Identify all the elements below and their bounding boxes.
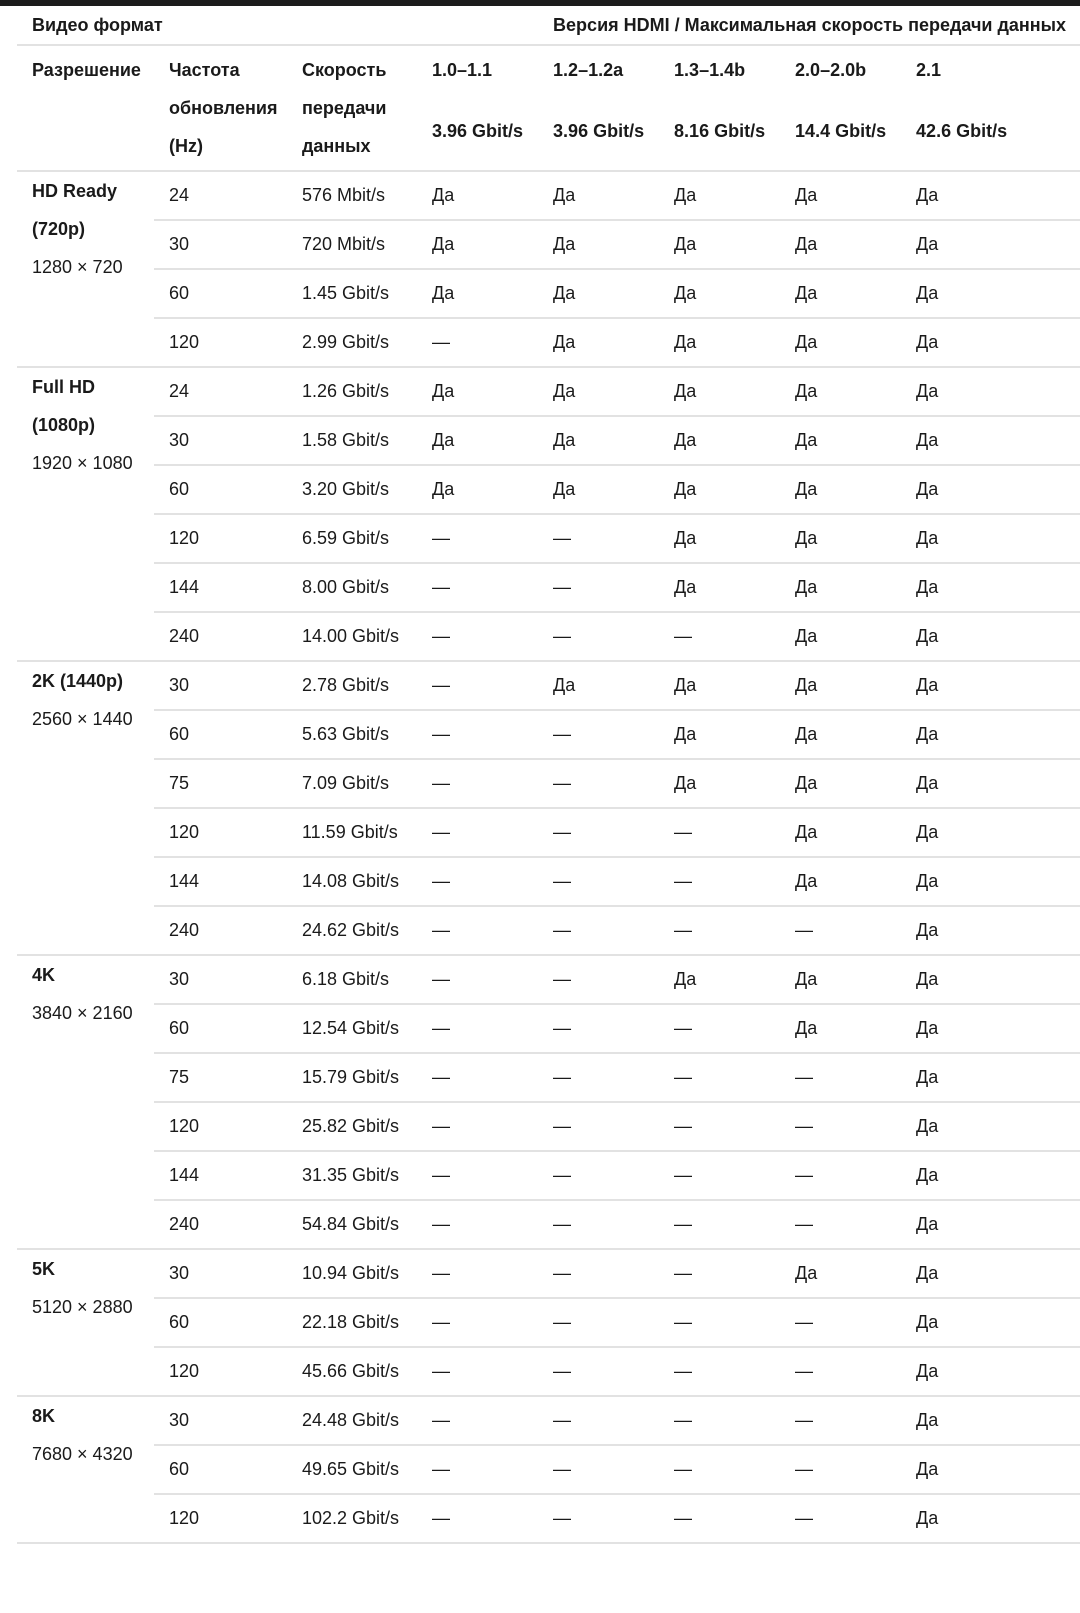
- support-cell: Да: [780, 1249, 901, 1298]
- support-cell: Да: [901, 1004, 1080, 1053]
- video-format-header: Видео формат: [17, 6, 538, 45]
- support-cell: Да: [780, 955, 901, 1004]
- refresh-rate-cell: 144: [154, 857, 287, 906]
- support-cell: Да: [901, 1347, 1080, 1396]
- support-cell: —: [417, 759, 538, 808]
- table-row: [17, 1004, 1080, 1053]
- support-cell: —: [659, 1396, 780, 1445]
- refresh-rate-cell: 60: [154, 465, 287, 514]
- support-cell: Да: [659, 955, 780, 1004]
- support-cell: —: [659, 1494, 780, 1543]
- refresh-rate-cell: 240: [154, 612, 287, 661]
- table-row: [17, 906, 1080, 955]
- data-rate-cell: 720 Mbit/s: [287, 220, 417, 269]
- version-max-speed: 3.96 Gbit/s: [538, 112, 659, 171]
- support-cell: —: [538, 1347, 659, 1396]
- support-cell: Да: [659, 220, 780, 269]
- support-cell: Да: [538, 318, 659, 367]
- table-row: [17, 318, 1080, 367]
- support-cell: Да: [901, 710, 1080, 759]
- resolution-dimensions: 5120 × 2880: [32, 1297, 133, 1317]
- support-cell: Да: [538, 465, 659, 514]
- support-cell: Да: [901, 563, 1080, 612]
- resolution-name: 2K (1440p): [32, 671, 124, 691]
- support-cell: Да: [901, 416, 1080, 465]
- support-cell: —: [538, 514, 659, 563]
- refresh-rate-cell: 60: [154, 1298, 287, 1347]
- table-row: [17, 1494, 1080, 1543]
- refresh-rate-cell: 30: [154, 416, 287, 465]
- data-rate-cell: 3.20 Gbit/s: [287, 465, 417, 514]
- hdmi-bandwidth-table: [17, 6, 1080, 1544]
- resolution-dimensions: 7680 × 4320: [32, 1444, 133, 1464]
- support-cell: —: [538, 1053, 659, 1102]
- support-cell: Да: [417, 220, 538, 269]
- refresh-rate-cell: 30: [154, 1249, 287, 1298]
- support-cell: —: [538, 1249, 659, 1298]
- data-rate-cell: 7.09 Gbit/s: [287, 759, 417, 808]
- support-cell: Да: [901, 1249, 1080, 1298]
- support-cell: —: [417, 955, 538, 1004]
- table-row: [17, 563, 1080, 612]
- support-cell: Да: [780, 465, 901, 514]
- support-cell: Да: [780, 171, 901, 220]
- resolution-name: 8K: [32, 1406, 56, 1426]
- support-cell: Да: [901, 1396, 1080, 1445]
- data-rate-cell: 49.65 Gbit/s: [287, 1445, 417, 1494]
- support-cell: —: [417, 906, 538, 955]
- refresh-rate-cell: 120: [154, 318, 287, 367]
- support-cell: —: [417, 808, 538, 857]
- support-cell: Да: [901, 1445, 1080, 1494]
- table-row: [17, 465, 1080, 514]
- support-cell: —: [417, 857, 538, 906]
- resolution-cell: [17, 1249, 154, 1396]
- support-cell: Да: [901, 857, 1080, 906]
- refresh-rate-cell: 30: [154, 220, 287, 269]
- resolution-cell: [17, 661, 154, 955]
- support-cell: —: [417, 1102, 538, 1151]
- support-cell: —: [659, 1053, 780, 1102]
- support-cell: Да: [780, 1004, 901, 1053]
- support-cell: —: [659, 1445, 780, 1494]
- support-cell: —: [538, 710, 659, 759]
- resolution-header: Разрешение: [17, 45, 154, 171]
- data-rate-cell: 1.45 Gbit/s: [287, 269, 417, 318]
- table-row: [17, 1445, 1080, 1494]
- support-cell: Да: [659, 661, 780, 710]
- support-cell: —: [538, 955, 659, 1004]
- support-cell: —: [417, 1347, 538, 1396]
- support-cell: Да: [659, 416, 780, 465]
- version-max-speed: 14.4 Gbit/s: [780, 112, 901, 171]
- support-cell: —: [659, 1298, 780, 1347]
- support-cell: —: [417, 1004, 538, 1053]
- support-cell: Да: [780, 808, 901, 857]
- support-cell: —: [780, 1494, 901, 1543]
- support-cell: —: [417, 514, 538, 563]
- version-label: 2.1: [916, 60, 942, 80]
- support-cell: —: [780, 1298, 901, 1347]
- support-cell: —: [538, 906, 659, 955]
- support-cell: —: [417, 1445, 538, 1494]
- refresh-rate-cell: 120: [154, 1347, 287, 1396]
- refresh-rate-header: Частота обновления (Hz): [154, 45, 287, 171]
- support-cell: —: [780, 1151, 901, 1200]
- support-cell: —: [417, 1200, 538, 1249]
- support-cell: Да: [780, 661, 901, 710]
- support-cell: Да: [901, 465, 1080, 514]
- support-cell: Да: [780, 220, 901, 269]
- support-cell: Да: [901, 661, 1080, 710]
- support-cell: Да: [659, 563, 780, 612]
- support-cell: Да: [538, 171, 659, 220]
- support-cell: Да: [659, 759, 780, 808]
- support-cell: —: [538, 1298, 659, 1347]
- support-cell: —: [780, 1200, 901, 1249]
- resolution-dimensions: 3840 × 2160: [32, 1003, 133, 1023]
- support-cell: —: [417, 1053, 538, 1102]
- support-cell: Да: [901, 1102, 1080, 1151]
- data-rate-cell: 576 Mbit/s: [287, 171, 417, 220]
- support-cell: Да: [901, 220, 1080, 269]
- refresh-rate-cell: 120: [154, 808, 287, 857]
- support-cell: Да: [659, 269, 780, 318]
- support-cell: Да: [780, 318, 901, 367]
- data-rate-cell: 102.2 Gbit/s: [287, 1494, 417, 1543]
- support-cell: —: [538, 1396, 659, 1445]
- support-cell: —: [417, 563, 538, 612]
- support-cell: —: [538, 1200, 659, 1249]
- support-cell: Да: [659, 318, 780, 367]
- data-rate-cell: 2.78 Gbit/s: [287, 661, 417, 710]
- data-rate-cell: 31.35 Gbit/s: [287, 1151, 417, 1200]
- support-cell: Да: [417, 367, 538, 416]
- table-row: [17, 808, 1080, 857]
- support-cell: —: [417, 612, 538, 661]
- version-label: 1.0–1.1: [432, 60, 493, 80]
- support-cell: —: [417, 1494, 538, 1543]
- table-row: [17, 710, 1080, 759]
- support-cell: Да: [538, 416, 659, 465]
- table-row: [17, 1151, 1080, 1200]
- support-cell: —: [659, 1347, 780, 1396]
- version-label: 1.2–1.2a: [553, 60, 624, 80]
- support-cell: —: [417, 1151, 538, 1200]
- support-cell: Да: [538, 661, 659, 710]
- refresh-rate-cell: 60: [154, 710, 287, 759]
- support-cell: Да: [417, 171, 538, 220]
- refresh-rate-cell: 120: [154, 1494, 287, 1543]
- data-rate-cell: 12.54 Gbit/s: [287, 1004, 417, 1053]
- support-cell: —: [780, 1396, 901, 1445]
- support-cell: —: [538, 612, 659, 661]
- support-cell: Да: [780, 269, 901, 318]
- data-rate-cell: 11.59 Gbit/s: [287, 808, 417, 857]
- refresh-rate-cell: 60: [154, 1445, 287, 1494]
- data-rate-cell: 24.62 Gbit/s: [287, 906, 417, 955]
- support-cell: Да: [901, 955, 1080, 1004]
- table-row: [17, 1298, 1080, 1347]
- refresh-rate-cell: 24: [154, 367, 287, 416]
- support-cell: —: [659, 808, 780, 857]
- table-row: [17, 1249, 1080, 1298]
- support-cell: —: [417, 661, 538, 710]
- refresh-rate-cell: 30: [154, 661, 287, 710]
- support-cell: Да: [659, 465, 780, 514]
- support-cell: Да: [901, 171, 1080, 220]
- support-cell: —: [659, 1004, 780, 1053]
- table-row: [17, 171, 1080, 220]
- header-row-sub: [17, 45, 1080, 112]
- support-cell: —: [417, 1249, 538, 1298]
- data-rate-cell: 1.58 Gbit/s: [287, 416, 417, 465]
- refresh-rate-cell: 120: [154, 1102, 287, 1151]
- table-row: [17, 1347, 1080, 1396]
- support-cell: Да: [538, 269, 659, 318]
- support-cell: —: [780, 1102, 901, 1151]
- table-body: [17, 171, 1080, 1543]
- data-rate-cell: 15.79 Gbit/s: [287, 1053, 417, 1102]
- data-rate-cell: 45.66 Gbit/s: [287, 1347, 417, 1396]
- table-row: [17, 1053, 1080, 1102]
- support-cell: Да: [901, 1298, 1080, 1347]
- data-rate-cell: 10.94 Gbit/s: [287, 1249, 417, 1298]
- support-cell: —: [780, 1445, 901, 1494]
- support-cell: Да: [780, 857, 901, 906]
- support-cell: —: [417, 1298, 538, 1347]
- support-cell: —: [659, 1249, 780, 1298]
- table-row: [17, 759, 1080, 808]
- support-cell: Да: [780, 710, 901, 759]
- resolution-name: 4K: [32, 965, 56, 985]
- support-cell: —: [659, 1102, 780, 1151]
- version-max-speed: 3.96 Gbit/s: [417, 112, 538, 171]
- table-row: [17, 367, 1080, 416]
- data-rate-cell: 8.00 Gbit/s: [287, 563, 417, 612]
- support-cell: —: [417, 710, 538, 759]
- support-cell: —: [417, 1396, 538, 1445]
- support-cell: —: [659, 906, 780, 955]
- data-rate-cell: 1.26 Gbit/s: [287, 367, 417, 416]
- table-row: [17, 1200, 1080, 1249]
- support-cell: —: [538, 1494, 659, 1543]
- data-rate-cell: 6.18 Gbit/s: [287, 955, 417, 1004]
- resolution-cell: [17, 1396, 154, 1543]
- support-cell: Да: [901, 1200, 1080, 1249]
- table-row: [17, 955, 1080, 1004]
- support-cell: Да: [780, 514, 901, 563]
- version-label: 1.3–1.4b: [674, 60, 746, 80]
- support-cell: —: [780, 906, 901, 955]
- refresh-rate-cell: 30: [154, 955, 287, 1004]
- table-row: [17, 514, 1080, 563]
- support-cell: —: [417, 318, 538, 367]
- support-cell: Да: [417, 465, 538, 514]
- support-cell: —: [659, 857, 780, 906]
- resolution-dimensions: 1280 × 720: [32, 257, 123, 277]
- data-rate-cell: 22.18 Gbit/s: [287, 1298, 417, 1347]
- support-cell: —: [538, 857, 659, 906]
- support-cell: —: [659, 612, 780, 661]
- support-cell: Да: [901, 906, 1080, 955]
- support-cell: Да: [780, 367, 901, 416]
- support-cell: Да: [659, 710, 780, 759]
- data-rate-cell: 5.63 Gbit/s: [287, 710, 417, 759]
- support-cell: Да: [417, 269, 538, 318]
- refresh-rate-cell: 30: [154, 1396, 287, 1445]
- data-rate-cell: 24.48 Gbit/s: [287, 1396, 417, 1445]
- refresh-rate-cell: 24: [154, 171, 287, 220]
- support-cell: Да: [901, 318, 1080, 367]
- support-cell: Да: [417, 416, 538, 465]
- support-cell: Да: [901, 514, 1080, 563]
- table-row: [17, 612, 1080, 661]
- support-cell: Да: [659, 514, 780, 563]
- refresh-rate-cell: 60: [154, 269, 287, 318]
- refresh-rate-cell: 144: [154, 1151, 287, 1200]
- support-cell: Да: [780, 612, 901, 661]
- resolution-cell: [17, 367, 154, 661]
- refresh-rate-cell: 75: [154, 1053, 287, 1102]
- resolution-dimensions: 2560 × 1440: [32, 709, 133, 729]
- support-cell: —: [538, 1102, 659, 1151]
- support-cell: Да: [901, 367, 1080, 416]
- support-cell: Да: [901, 1053, 1080, 1102]
- support-cell: —: [538, 1004, 659, 1053]
- data-rate-cell: 6.59 Gbit/s: [287, 514, 417, 563]
- support-cell: —: [780, 1347, 901, 1396]
- support-cell: —: [659, 1151, 780, 1200]
- data-rate-cell: 2.99 Gbit/s: [287, 318, 417, 367]
- refresh-rate-cell: 120: [154, 514, 287, 563]
- support-cell: —: [538, 759, 659, 808]
- data-rate-cell: 14.00 Gbit/s: [287, 612, 417, 661]
- resolution-name: Full HD (1080p): [32, 377, 96, 435]
- refresh-rate-cell: 240: [154, 906, 287, 955]
- support-cell: Да: [901, 759, 1080, 808]
- resolution-name: HD Ready (720p): [32, 181, 118, 239]
- resolution-cell: [17, 955, 154, 1249]
- support-cell: Да: [780, 759, 901, 808]
- support-cell: Да: [659, 171, 780, 220]
- support-cell: Да: [901, 1494, 1080, 1543]
- refresh-rate-cell: 60: [154, 1004, 287, 1053]
- support-cell: Да: [659, 367, 780, 416]
- resolution-cell: [17, 171, 154, 367]
- data-rate-cell: 14.08 Gbit/s: [287, 857, 417, 906]
- table-row: [17, 220, 1080, 269]
- header-row-top: [17, 6, 1080, 45]
- support-cell: —: [538, 1445, 659, 1494]
- support-cell: Да: [901, 612, 1080, 661]
- version-max-speed: 42.6 Gbit/s: [901, 112, 1080, 171]
- support-cell: —: [659, 1200, 780, 1249]
- support-cell: Да: [901, 269, 1080, 318]
- support-cell: —: [538, 563, 659, 612]
- refresh-rate-cell: 75: [154, 759, 287, 808]
- table-row: [17, 857, 1080, 906]
- support-cell: Да: [538, 367, 659, 416]
- support-cell: Да: [780, 416, 901, 465]
- support-cell: Да: [901, 1151, 1080, 1200]
- data-rate-header: Скорость передачи данных: [287, 45, 417, 171]
- resolution-dimensions: 1920 × 1080: [32, 453, 133, 473]
- version-label: 2.0–2.0b: [795, 60, 867, 80]
- table-row: [17, 1396, 1080, 1445]
- support-cell: —: [780, 1053, 901, 1102]
- table-row: [17, 661, 1080, 710]
- data-rate-cell: 54.84 Gbit/s: [287, 1200, 417, 1249]
- support-cell: Да: [538, 220, 659, 269]
- resolution-name: 5K: [32, 1259, 56, 1279]
- table-row: [17, 416, 1080, 465]
- table-row: [17, 269, 1080, 318]
- support-cell: —: [538, 808, 659, 857]
- data-rate-cell: 25.82 Gbit/s: [287, 1102, 417, 1151]
- table-row: [17, 1102, 1080, 1151]
- hdmi-version-header: Версия HDMI / Максимальная скорость передачи данных: [538, 6, 1080, 45]
- version-max-speed: 8.16 Gbit/s: [659, 112, 780, 171]
- support-cell: Да: [901, 808, 1080, 857]
- support-cell: —: [538, 1151, 659, 1200]
- refresh-rate-cell: 240: [154, 1200, 287, 1249]
- refresh-rate-cell: 144: [154, 563, 287, 612]
- support-cell: Да: [780, 563, 901, 612]
